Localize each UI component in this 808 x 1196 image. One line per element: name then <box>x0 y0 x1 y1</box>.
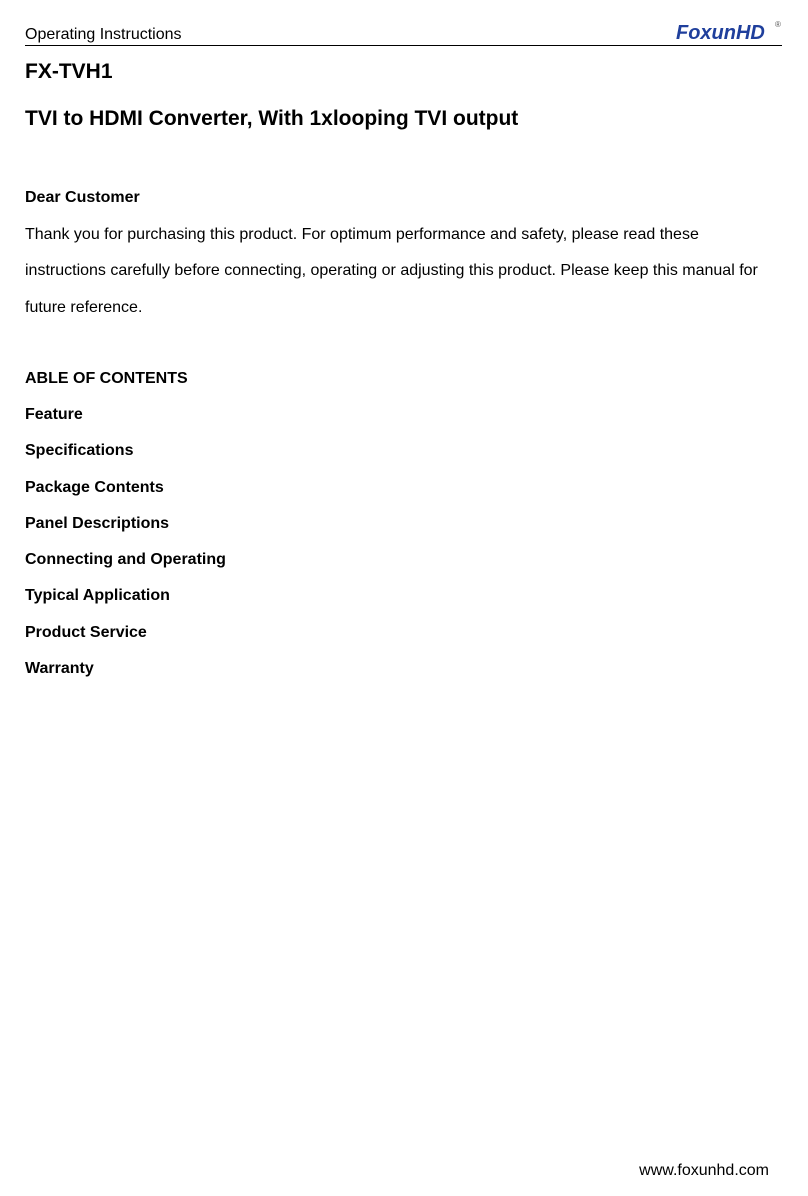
product-title: TVI to HDMI Converter, With 1xlooping TVI output <box>25 107 519 130</box>
brand-logo <box>675 18 785 46</box>
header-divider <box>25 45 782 46</box>
intro-paragraph: Thank you for purchasing this product. For optimum performance and safety, please read these instructions carefully before connecting, operating or adjusting this product. Please keep this manual for future reference. <box>25 226 758 316</box>
header-label: Operating Instructions <box>25 26 182 43</box>
brand-logo-text: FoxunHD <box>676 22 765 44</box>
toc-item-warranty: Warranty <box>25 660 94 678</box>
greeting: Dear Customer <box>25 189 140 206</box>
toc-item-typical-application: Typical Application <box>25 587 170 605</box>
toc-item-feature: Feature <box>25 406 83 423</box>
model-number: FX-TVH1 <box>25 60 113 83</box>
toc-item-panel-descriptions: Panel Descriptions <box>25 514 170 532</box>
toc-item-package-contents: Package Contents <box>25 478 164 496</box>
registered-mark: ® <box>775 20 781 29</box>
toc-item-product-service: Product Service <box>25 623 147 641</box>
toc-heading: ABLE OF CONTENTS <box>25 370 188 387</box>
footer-url: www.foxunhd.com <box>639 1162 769 1179</box>
toc-item-specifications: Specifications <box>25 442 134 460</box>
toc-item-connecting-operating: Connecting and Operating <box>25 551 226 569</box>
toc-list <box>25 397 226 687</box>
